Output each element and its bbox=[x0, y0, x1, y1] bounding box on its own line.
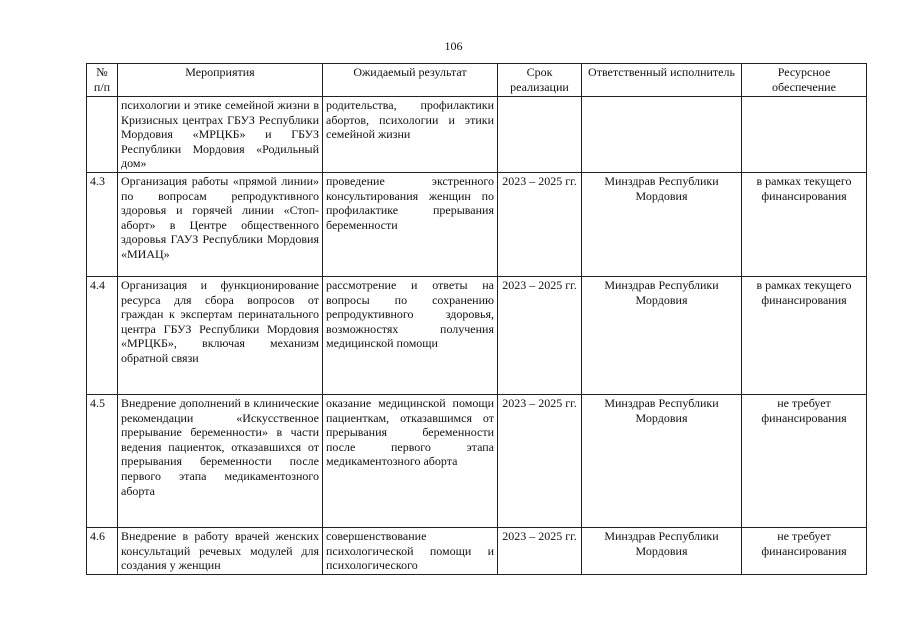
cell-event: Организация работы «прямой линии» по вопросам репродуктивного здоровья и горячей линии «Стоп-аборт» в Центре общественного здоровья ГАУЗ Республики Мордовия «МИАЦ» bbox=[118, 172, 323, 276]
cell-event: Организация и функционирование ресурса для сбора вопросов от граждан к экспертам перинатального центра ГБУЗ Республики Мордовия «МРЦКБ», включая механизм обратной связи bbox=[118, 276, 323, 394]
header-responsible: Ответственный исполнитель bbox=[582, 64, 742, 97]
cell-num: 4.3 bbox=[87, 172, 118, 276]
cell-responsible bbox=[582, 97, 742, 173]
header-term: Срок реализации bbox=[498, 64, 582, 97]
cell-num: 4.4 bbox=[87, 276, 118, 394]
action-plan-table bbox=[86, 63, 867, 575]
cell-event: Внедрение в работу врачей женских консультаций речевых модулей для создания у женщин bbox=[118, 527, 323, 574]
cell-result: оказание медицинской помощи пациенткам, отказавшимся от прерывания беременности после первого этапа медикаментозного аборта bbox=[323, 394, 498, 527]
page-number: 106 bbox=[444, 39, 463, 53]
cell-num: 4.6 bbox=[87, 527, 118, 574]
cell-term: 2023 – 2025 гг. bbox=[498, 394, 582, 527]
cell-result: родительства, профилактики абортов, психологии и этики семейной жизни bbox=[323, 97, 498, 173]
cell-responsible: Минздрав Республики Мордовия bbox=[582, 527, 742, 574]
cell-event: психологии и этике семейной жизни в Кризисных центрах ГБУЗ Республики Мордовия «МРЦКБ» и ГБУЗ Республики Мордовия «Родильный дом» bbox=[118, 97, 323, 173]
cell-result: совершенствование психологической помощи и психологического bbox=[323, 527, 498, 574]
table-row bbox=[87, 97, 867, 173]
cell-result: проведение экстренного консультирования женщин по профилактике прерывания беременности bbox=[323, 172, 498, 276]
cell-num bbox=[87, 97, 118, 173]
header-resource: Ресурсное обеспечение bbox=[742, 64, 867, 97]
cell-resource bbox=[742, 97, 867, 173]
table-row bbox=[87, 172, 867, 276]
table-header-row bbox=[87, 64, 867, 97]
cell-responsible: Минздрав Республики Мордовия bbox=[582, 394, 742, 527]
header-num: № п/п bbox=[87, 64, 118, 97]
cell-resource: не требует финансирования bbox=[742, 527, 867, 574]
cell-resource: в рамках текущего финансирования bbox=[742, 276, 867, 394]
cell-term: 2023 – 2025 гг. bbox=[498, 172, 582, 276]
cell-term: 2023 – 2025 гг. bbox=[498, 276, 582, 394]
table-row bbox=[87, 276, 867, 394]
header-event: Мероприятия bbox=[118, 64, 323, 97]
cell-term bbox=[498, 97, 582, 173]
table-row bbox=[87, 394, 867, 527]
table-row bbox=[87, 527, 867, 574]
cell-result: рассмотрение и ответы на вопросы по сохранению репродуктивного здоровья, возможностях получения медицинской помощи bbox=[323, 276, 498, 394]
cell-num: 4.5 bbox=[87, 394, 118, 527]
cell-event: Внедрение дополнений в клинические рекомендации «Искусственное прерывание беременности» в части ведения пациенток, отказавшихся от прерывания беременности после первого этапа медикаментозного аборта bbox=[118, 394, 323, 527]
cell-resource: не требует финансирования bbox=[742, 394, 867, 527]
header-result: Ожидаемый результат bbox=[323, 64, 498, 97]
cell-responsible: Минздрав Республики Мордовия bbox=[582, 276, 742, 394]
cell-term: 2023 – 2025 гг. bbox=[498, 527, 582, 574]
cell-resource: в рамках текущего финансирования bbox=[742, 172, 867, 276]
cell-responsible: Минздрав Республики Мордовия bbox=[582, 172, 742, 276]
